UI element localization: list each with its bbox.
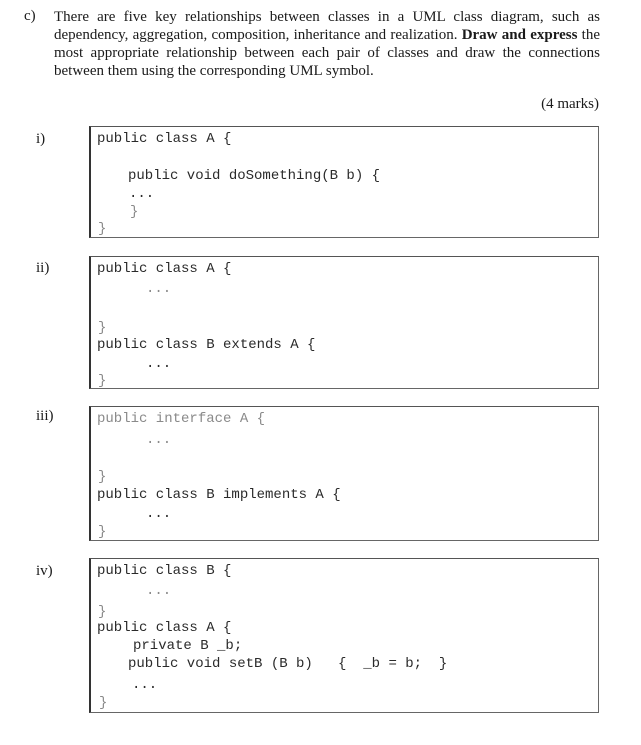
code-line: private B _b; — [133, 638, 243, 654]
code-line: } — [130, 204, 139, 220]
code-line: } — [98, 221, 107, 237]
part-label-iv: iv) — [36, 563, 53, 579]
part-label-iii: iii) — [36, 408, 54, 424]
code-box-ii — [89, 256, 599, 389]
code-line: ... — [146, 506, 172, 522]
code-box-i — [89, 126, 599, 238]
code-line: public void doSomething(B b) { — [128, 168, 381, 184]
part-label-i: i) — [36, 131, 46, 147]
question-text-rest: the most appropriate relationship between each pair of classes and draw the connections between them using the corresponding UML symbol. — [54, 27, 600, 79]
code-line: public class A { — [97, 261, 232, 277]
code-line: ... — [146, 432, 172, 448]
part-label-ii: ii) — [36, 260, 50, 276]
code-line: } — [98, 469, 107, 485]
code-box-iii — [89, 406, 599, 541]
code-line: public void setB (B b) { _b = b; } — [128, 656, 448, 672]
question-text-intro: There are five key relationships between classes in a UML class diagram, such as dependency, aggregation, composition, inheritance and realization. — [54, 9, 600, 43]
code-line: public class B extends A { — [97, 337, 316, 353]
code-line: ... — [146, 281, 172, 297]
question-text-bold: Draw and express — [461, 27, 578, 43]
code-line: public class A { — [97, 131, 232, 147]
code-line: ... — [146, 356, 172, 372]
code-line: public class B implements A { — [97, 487, 341, 503]
code-line: } — [99, 695, 108, 711]
code-line: public class B { — [97, 563, 232, 579]
code-line: } — [98, 373, 107, 389]
code-line: } — [98, 604, 107, 620]
question-text — [54, 8, 600, 80]
code-line: ... — [132, 677, 158, 693]
question-label: c) — [24, 8, 36, 24]
code-box-iv — [89, 558, 599, 713]
code-line: ... — [146, 583, 172, 599]
code-line: ... — [129, 186, 155, 202]
code-line: public class A { — [97, 620, 232, 636]
code-line: } — [98, 320, 107, 336]
code-line: } — [98, 524, 107, 540]
marks-label: (4 marks) — [541, 96, 599, 112]
code-line: public interface A { — [97, 411, 266, 427]
